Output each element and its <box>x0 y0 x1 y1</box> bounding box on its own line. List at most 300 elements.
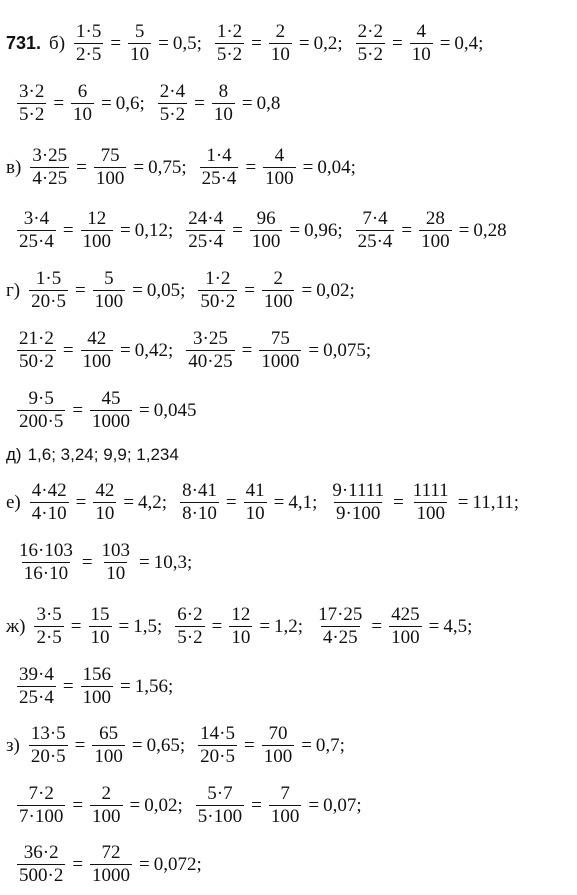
decimal-result: 0,075 <box>323 339 366 361</box>
solution-line <box>14 843 212 886</box>
fraction-denominator: 100 <box>263 746 293 767</box>
separator: ; <box>139 92 145 114</box>
solution-line <box>6 481 529 524</box>
fraction-denominator: 10 <box>95 503 115 524</box>
fraction-denominator: 100 <box>94 291 124 312</box>
fraction-denominator: 100 <box>94 746 123 767</box>
fraction <box>93 481 116 524</box>
fraction <box>419 209 452 252</box>
separator: ; <box>156 615 163 637</box>
solution-line <box>14 82 290 125</box>
equals-sign: = <box>101 92 112 114</box>
decimal-result: 0,6 <box>115 92 140 114</box>
equals-sign: = <box>70 615 82 637</box>
fraction <box>262 269 295 312</box>
equals-sign: = <box>251 794 262 816</box>
decimal-result: 10,3 <box>153 551 188 573</box>
fraction <box>17 541 75 584</box>
fraction-denominator: 10 <box>106 563 126 584</box>
fraction-denominator: 25·4 <box>357 231 393 252</box>
equals-sign: = <box>458 219 470 241</box>
decimal-result: 1,5 <box>133 615 157 637</box>
separator: ; <box>337 219 343 241</box>
fraction <box>17 329 56 372</box>
solution-line <box>14 784 372 827</box>
fraction-denominator: 1000 <box>261 351 300 372</box>
fraction <box>215 22 244 65</box>
fraction <box>229 605 252 648</box>
decimal-result: 0,65 <box>146 734 180 756</box>
fraction-numerator: 3·2 <box>19 81 45 102</box>
fraction-denominator: 2·5 <box>76 44 102 65</box>
fraction <box>356 209 395 252</box>
fraction <box>74 22 103 65</box>
fraction-numerator: 70 <box>268 723 288 744</box>
fraction-numerator: 8·41 <box>182 480 217 501</box>
fraction <box>250 209 283 252</box>
fraction <box>34 605 63 648</box>
fraction-denominator: 1000 <box>92 865 131 886</box>
fraction-numerator: 21·2 <box>19 328 54 349</box>
fraction <box>17 389 65 432</box>
fraction-denominator: 10 <box>270 44 290 65</box>
solution-line <box>14 665 183 708</box>
fraction <box>29 269 68 312</box>
fraction-numerator: 65 <box>99 723 119 744</box>
equals-sign: = <box>72 399 84 421</box>
fraction-numerator: 1·2 <box>205 268 231 289</box>
part-label: ж) <box>6 615 26 637</box>
equals-sign: = <box>244 279 255 301</box>
equals-sign: = <box>211 615 223 637</box>
problem-number: 731. <box>6 33 42 53</box>
decimal-result: 4,5 <box>443 615 468 637</box>
fraction <box>100 541 133 584</box>
part-label: б) <box>49 32 66 54</box>
fraction <box>244 481 267 524</box>
fraction <box>29 724 68 767</box>
fraction-denominator: 20·5 <box>30 746 66 767</box>
fraction-denominator: 100 <box>92 806 121 827</box>
equals-sign: = <box>131 734 143 756</box>
separator: ; <box>168 339 174 361</box>
fraction <box>180 481 219 524</box>
separator: ; <box>180 279 186 301</box>
decimal-result: 0,2 <box>313 32 338 54</box>
separator: ; <box>478 32 484 54</box>
fraction-numerator: 3·25 <box>193 328 228 349</box>
decimal-result: 0,42 <box>134 339 169 361</box>
fraction-denominator: 5·2 <box>216 44 243 65</box>
fraction <box>212 82 235 125</box>
fraction-numerator: 4 <box>274 145 285 166</box>
fraction-denominator: 100 <box>82 351 112 372</box>
fraction <box>92 724 125 767</box>
equals-sign: = <box>194 92 205 114</box>
fraction-numerator: 42 <box>95 480 115 501</box>
fraction-denominator: 20·5 <box>31 291 66 312</box>
separator: ; <box>168 675 174 697</box>
fraction <box>262 724 295 767</box>
fraction-numerator: 4 <box>416 21 426 42</box>
separator: ; <box>161 491 168 513</box>
decimal-result: 0,7 <box>315 734 340 756</box>
fraction <box>17 665 56 708</box>
fraction-numerator: 5·7 <box>207 783 233 804</box>
fraction-denominator: 10 <box>231 627 251 648</box>
part-label: з) <box>6 734 20 756</box>
fraction-denominator: 25·4 <box>188 231 224 252</box>
part-label: д) <box>6 445 22 464</box>
equals-sign: = <box>232 219 243 241</box>
fraction-denominator: 4·25 <box>322 627 358 648</box>
equals-sign: = <box>401 219 413 241</box>
solution-line <box>6 605 482 648</box>
separator: ; <box>187 551 193 573</box>
solution-line <box>6 724 355 767</box>
equals-sign: = <box>133 156 145 178</box>
equals-sign: = <box>243 734 255 756</box>
fraction-numerator: 24·4 <box>188 208 224 229</box>
decimal-result: 0,5 <box>172 32 197 54</box>
fraction-denominator: 100 <box>270 806 300 827</box>
fraction <box>81 329 114 372</box>
fraction-numerator: 41 <box>245 480 265 501</box>
fraction-numerator: 2·4 <box>159 81 186 102</box>
fraction-denominator: 100 <box>251 231 281 252</box>
fraction-denominator: 20·5 <box>200 746 235 767</box>
fraction-numerator: 72 <box>101 842 121 863</box>
equals-sign: = <box>76 156 87 178</box>
equals-sign: = <box>301 734 312 756</box>
fraction <box>90 784 123 827</box>
decimal-result: 0,072 <box>153 853 197 875</box>
fraction <box>17 209 56 252</box>
fraction-numerator: 156 <box>82 664 112 685</box>
separator: ; <box>350 156 356 178</box>
fraction <box>269 784 302 827</box>
fraction <box>411 481 451 524</box>
fraction-numerator: 3·25 <box>32 145 68 166</box>
solution-line <box>14 329 381 372</box>
fraction-denominator: 100 <box>82 687 112 708</box>
equals-sign: = <box>439 32 451 54</box>
separator: ; <box>365 339 372 361</box>
solution-line <box>6 22 493 65</box>
fraction-denominator: 9·100 <box>336 503 381 524</box>
solution-line <box>6 269 365 312</box>
decimal-result: 0,4 <box>454 32 479 54</box>
equals-sign: = <box>120 339 131 361</box>
fraction-denominator: 25·4 <box>201 168 237 189</box>
equals-sign: = <box>123 491 135 513</box>
fraction-numerator: 2 <box>101 783 112 804</box>
equals-sign: = <box>428 615 440 637</box>
fraction-denominator: 5·100 <box>197 806 243 827</box>
equals-sign: = <box>132 279 143 301</box>
equals-sign: = <box>62 675 74 697</box>
equals-sign: = <box>301 279 313 301</box>
solution-line <box>6 445 179 465</box>
fraction-numerator: 3·5 <box>36 604 62 625</box>
fraction <box>186 329 234 372</box>
equals-sign: = <box>129 794 141 816</box>
separator: ; <box>339 734 345 756</box>
fraction-numerator: 17·25 <box>318 604 363 625</box>
decimal-result: 4,1 <box>288 491 313 513</box>
fraction-denominator: 100 <box>82 231 112 252</box>
fraction-numerator: 8 <box>218 81 229 102</box>
part-label: в) <box>6 156 22 178</box>
fraction <box>17 82 46 125</box>
fraction-numerator: 45 <box>101 388 121 409</box>
decimal-result: 0,045 <box>153 399 197 421</box>
decimal-result: 0,05 <box>146 279 181 301</box>
fraction-denominator: 10 <box>411 44 431 65</box>
fraction-numerator: 96 <box>256 208 276 229</box>
equals-sign: = <box>74 734 86 756</box>
fraction <box>89 605 112 648</box>
fraction-numerator: 2·2 <box>357 21 383 42</box>
fraction <box>93 269 126 312</box>
equals-sign: = <box>72 794 84 816</box>
fraction-numerator: 1·2 <box>216 21 243 42</box>
equals-sign: = <box>53 92 65 114</box>
fraction <box>17 784 65 827</box>
fraction-denominator: 10 <box>130 44 150 65</box>
fraction-numerator: 5 <box>134 21 145 42</box>
equals-sign: = <box>289 219 301 241</box>
decimal-result: 11,11 <box>472 491 514 513</box>
equals-sign: = <box>75 491 87 513</box>
fraction <box>196 784 244 827</box>
equals-sign: = <box>273 491 285 513</box>
equals-sign: = <box>74 279 86 301</box>
equals-sign: = <box>120 219 131 241</box>
fraction-denominator: 4·25 <box>32 168 68 189</box>
fraction-numerator: 7 <box>280 783 290 804</box>
fraction <box>158 82 187 125</box>
decimal-result: 0,02 <box>316 279 350 301</box>
fraction <box>330 481 386 524</box>
equals-sign: = <box>393 491 404 513</box>
fraction <box>30 481 69 524</box>
fraction-denominator: 7·100 <box>19 806 64 827</box>
fraction-denominator: 100 <box>95 168 125 189</box>
separator: ; <box>356 794 362 816</box>
fraction-denominator: 50·2 <box>19 351 54 372</box>
equals-sign: = <box>118 615 130 637</box>
fraction-denominator: 100 <box>265 168 294 189</box>
fraction <box>198 269 237 312</box>
fraction-numerator: 7·2 <box>28 783 54 804</box>
separator: ; <box>177 794 183 816</box>
fraction <box>389 605 422 648</box>
separator: ; <box>196 32 202 54</box>
decimal-result: 0,04 <box>317 156 351 178</box>
fraction-denominator: 100 <box>263 291 293 312</box>
fraction-denominator: 1000 <box>92 411 131 432</box>
fraction-denominator: 2·5 <box>36 627 62 648</box>
separator: ; <box>349 279 355 301</box>
equals-sign: = <box>457 491 469 513</box>
fraction-numerator: 1·4 <box>206 145 232 166</box>
fraction-denominator: 25·4 <box>19 687 54 708</box>
fraction-numerator: 36·2 <box>23 842 59 863</box>
equals-sign: = <box>62 219 74 241</box>
fraction-denominator: 50·2 <box>200 291 236 312</box>
equals-sign: = <box>72 853 84 875</box>
equals-sign: = <box>81 551 93 573</box>
decimal-result: 0,12 <box>134 219 169 241</box>
fraction-numerator: 3·4 <box>23 208 50 229</box>
fraction-denominator: 5·2 <box>357 44 383 65</box>
equals-sign: = <box>158 32 169 54</box>
fraction <box>269 22 292 65</box>
fraction <box>316 605 364 648</box>
fraction-numerator: 7·4 <box>362 208 388 229</box>
decimal-result: 4,2 <box>138 491 162 513</box>
fraction-denominator: 100 <box>391 627 420 648</box>
fraction-denominator: 100 <box>421 231 450 252</box>
fraction-numerator: 28 <box>425 208 445 229</box>
equals-sign: = <box>308 339 320 361</box>
decimal-result: 0,02 <box>144 794 178 816</box>
separator: ; <box>196 853 202 875</box>
fraction-denominator: 4·10 <box>31 503 67 524</box>
fraction-denominator: 40·25 <box>188 351 233 372</box>
fraction <box>81 665 114 708</box>
fraction-denominator: 10 <box>245 503 265 524</box>
decimal-result: 1,2 <box>274 615 298 637</box>
separator: ; <box>181 156 187 178</box>
equals-sign: = <box>391 32 403 54</box>
decimal-result: 0,8 <box>256 92 281 114</box>
fraction-numerator: 16·103 <box>19 540 73 561</box>
fraction-numerator: 6 <box>77 81 88 102</box>
fraction-numerator: 6·2 <box>177 604 203 625</box>
fraction <box>263 146 296 189</box>
answer-text: 1,6; 3,24; 9,9; 1,234 <box>27 445 179 464</box>
fraction-denominator: 100 <box>416 503 445 524</box>
fraction <box>186 209 225 252</box>
decimal-result: 0,96 <box>304 219 338 241</box>
fraction-denominator: 5·2 <box>19 104 45 125</box>
equals-sign: = <box>139 551 150 573</box>
equals-sign: = <box>302 156 314 178</box>
fraction-numerator: 425 <box>391 604 420 625</box>
fraction <box>90 843 132 886</box>
fraction-numerator: 9·5 <box>28 388 54 409</box>
fraction-numerator: 103 <box>101 540 131 561</box>
fraction <box>94 146 127 189</box>
fraction-numerator: 12 <box>87 208 107 229</box>
fraction-numerator: 39·4 <box>19 664 54 685</box>
fraction-numerator: 1·5 <box>76 21 102 42</box>
fraction-numerator: 5 <box>104 268 114 289</box>
fraction-denominator: 5·2 <box>159 104 186 125</box>
fraction-numerator: 2 <box>275 21 286 42</box>
equals-sign: = <box>110 32 122 54</box>
part-label: е) <box>6 491 21 513</box>
fraction-numerator: 14·5 <box>200 723 235 744</box>
solution-line <box>14 389 207 432</box>
separator: ; <box>179 734 186 756</box>
decimal-result: 0,28 <box>473 219 507 241</box>
separator: ; <box>337 32 343 54</box>
decimal-result: 0,07 <box>323 794 357 816</box>
equals-sign: = <box>120 675 131 697</box>
fraction-denominator: 8·10 <box>182 503 217 524</box>
fraction-denominator: 10 <box>213 104 233 125</box>
fraction-numerator: 13·5 <box>30 723 66 744</box>
fraction-denominator: 25·4 <box>19 231 54 252</box>
separator: ; <box>513 491 520 513</box>
fraction-denominator: 16·10 <box>23 563 69 584</box>
decimal-result: 1,56 <box>134 675 169 697</box>
solution-line <box>14 541 202 584</box>
fraction-numerator: 15 <box>90 604 110 625</box>
fraction <box>410 22 433 65</box>
fraction <box>175 605 204 648</box>
equals-sign: = <box>139 853 150 875</box>
equals-sign: = <box>139 399 150 421</box>
equals-sign: = <box>62 339 74 361</box>
equals-sign: = <box>298 32 310 54</box>
equals-sign: = <box>259 615 271 637</box>
equals-sign: = <box>241 92 253 114</box>
fraction-numerator: 42 <box>87 328 107 349</box>
fraction-denominator: 200·5 <box>19 411 64 432</box>
fraction <box>17 843 65 886</box>
fraction <box>198 724 237 767</box>
separator: ; <box>297 615 304 637</box>
solution-line <box>14 209 517 252</box>
separator: ; <box>168 219 174 241</box>
fraction-numerator: 1111 <box>412 480 449 501</box>
fraction-denominator: 10 <box>73 104 93 125</box>
fraction <box>356 22 385 65</box>
fraction-denominator: 10 <box>90 627 110 648</box>
fraction <box>71 82 94 125</box>
solution-line <box>6 146 366 189</box>
equals-sign: = <box>371 615 383 637</box>
fraction <box>259 329 301 372</box>
equals-sign: = <box>308 794 320 816</box>
fraction-denominator: 5·2 <box>177 627 203 648</box>
fraction-numerator: 9·1111 <box>332 480 385 501</box>
fraction-numerator: 75 <box>270 328 290 349</box>
fraction <box>128 22 151 65</box>
equals-sign: = <box>225 491 237 513</box>
fraction <box>200 146 239 189</box>
equals-sign: = <box>241 339 253 361</box>
equals-sign: = <box>251 32 262 54</box>
equals-sign: = <box>245 156 257 178</box>
fraction-numerator: 2 <box>273 268 283 289</box>
fraction <box>90 389 132 432</box>
fraction <box>81 209 114 252</box>
separator: ; <box>467 615 473 637</box>
fraction-numerator: 75 <box>100 145 120 166</box>
part-label: г) <box>6 279 21 301</box>
fraction-numerator: 4·42 <box>31 480 67 501</box>
decimal-result: 0,75 <box>148 156 182 178</box>
fraction-denominator: 500·2 <box>19 865 64 886</box>
separator: ; <box>312 491 318 513</box>
fraction <box>30 146 69 189</box>
fraction-numerator: 12 <box>231 604 251 625</box>
